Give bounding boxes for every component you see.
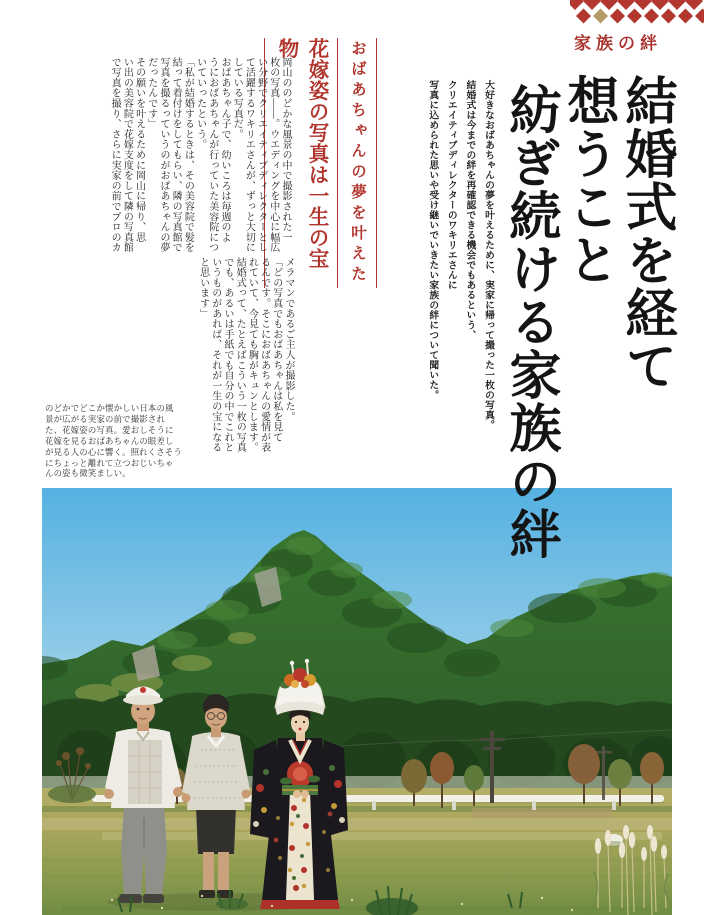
lead-column: 結婚式は今までの絆を再確認できる機会でもあるという、 <box>464 80 476 340</box>
gold-diamond <box>593 9 608 24</box>
body-column: と思います」 <box>197 257 209 319</box>
body-column: い出の美容院で花嫁支度をして隣の写真館 <box>121 57 133 253</box>
body-column: だったんです」 <box>145 57 157 130</box>
body-column: いていったという。 <box>194 57 206 150</box>
photo-caption <box>45 403 183 479</box>
hat-logo <box>140 687 146 693</box>
body-column: るんです。そこにおばあちゃんの愛情が表 <box>258 257 270 453</box>
headline-line: 紡ぎ続ける家族の絆 <box>501 83 558 560</box>
body-column: い分野でクリエイティブディレクターとし <box>255 57 267 253</box>
caption-line: にちょっと離れて立つおじいちゃ <box>45 457 174 468</box>
body-column: でも、あるいは手紙でも自分の中でこれと <box>221 257 233 453</box>
body-column: おばあちゃん子で、幼いころは毎週のよ <box>218 57 230 243</box>
subhead-kicker: おばあちゃんの夢を叶えた <box>349 40 366 286</box>
diamond-pattern-border <box>570 0 704 26</box>
subhead-title: 花嫁姿の写真は一生の宝物 <box>265 38 338 288</box>
body-column: で写真を撮り、さらに実家の前でプロのカ <box>109 57 121 253</box>
body-column: 写真を撮るっていうのがおばあちゃんの夢 <box>157 57 169 253</box>
body-column: メラマンであるご主人が撮影した。 <box>283 257 294 422</box>
lead-column: 写真に込められた思いや受け継いでいきたい家族の絆について聞いた。 <box>427 80 439 400</box>
caption-line: 景が広がる実家の前で撮影され <box>45 413 166 424</box>
caption-line: た、花嫁姿の写真。愛おしそうに <box>45 424 174 435</box>
caption-line: が見る人の心に響く。照れくさそう <box>45 446 183 457</box>
body-column: その願いを叶えるために岡山に帰り、思 <box>133 57 145 243</box>
body-column: 枚の写真——。ウエディングを中心に幅広 <box>267 57 279 253</box>
diamond-pattern <box>570 0 704 26</box>
diamond-row-top <box>570 0 703 10</box>
lead-paragraph <box>423 80 497 436</box>
headline-line: 想うこと <box>559 74 616 286</box>
section-tag: 家族の絆 <box>574 34 662 53</box>
body-text-upper-band <box>108 57 291 257</box>
headline-line: 結婚式を経て <box>617 74 674 392</box>
body-column: している写真だ。 <box>231 57 243 140</box>
lead-column: クリエイティブディレクターのワキリエさんに <box>445 80 457 290</box>
lead-column: 大好きなおばあちゃんの夢を叶えるために、実家に帰って撮った一枚の写真。 <box>483 80 494 430</box>
caption-line: 花嫁を見るおばあちゃんの眼差し <box>45 435 174 446</box>
body-column: て活躍するワキリエさんが、ずっと大切に <box>243 57 255 253</box>
body-column: 結婚式って、たとえばこういう一枚の写真 <box>234 257 246 453</box>
main-headline <box>500 74 674 594</box>
diamond-row-bottom <box>576 9 704 24</box>
body-column: うにおばあちゃんが行っていた美容院につ <box>206 57 218 253</box>
body-column: 「私が結婚するときは、その美容院で髪を <box>182 57 194 253</box>
body-column: いうものがあれば、それが一生の宝になる <box>209 257 221 453</box>
body-column: 結って着付けをしてもらい、隣の写真館で <box>170 57 182 253</box>
body-text-lower-band <box>196 257 294 457</box>
caption-line: のどかでどこか懐かしい日本の風 <box>45 403 174 413</box>
caption-line: んの姿も微笑ましい。 <box>45 468 131 479</box>
body-column: 「どの写真でもおばあちゃんは私を見て <box>270 257 282 443</box>
body-column: 岡山ののどかな風景の中で撮影された一 <box>280 57 291 243</box>
body-column: れていて、今見ても胸がキュンとします。 <box>246 257 258 453</box>
